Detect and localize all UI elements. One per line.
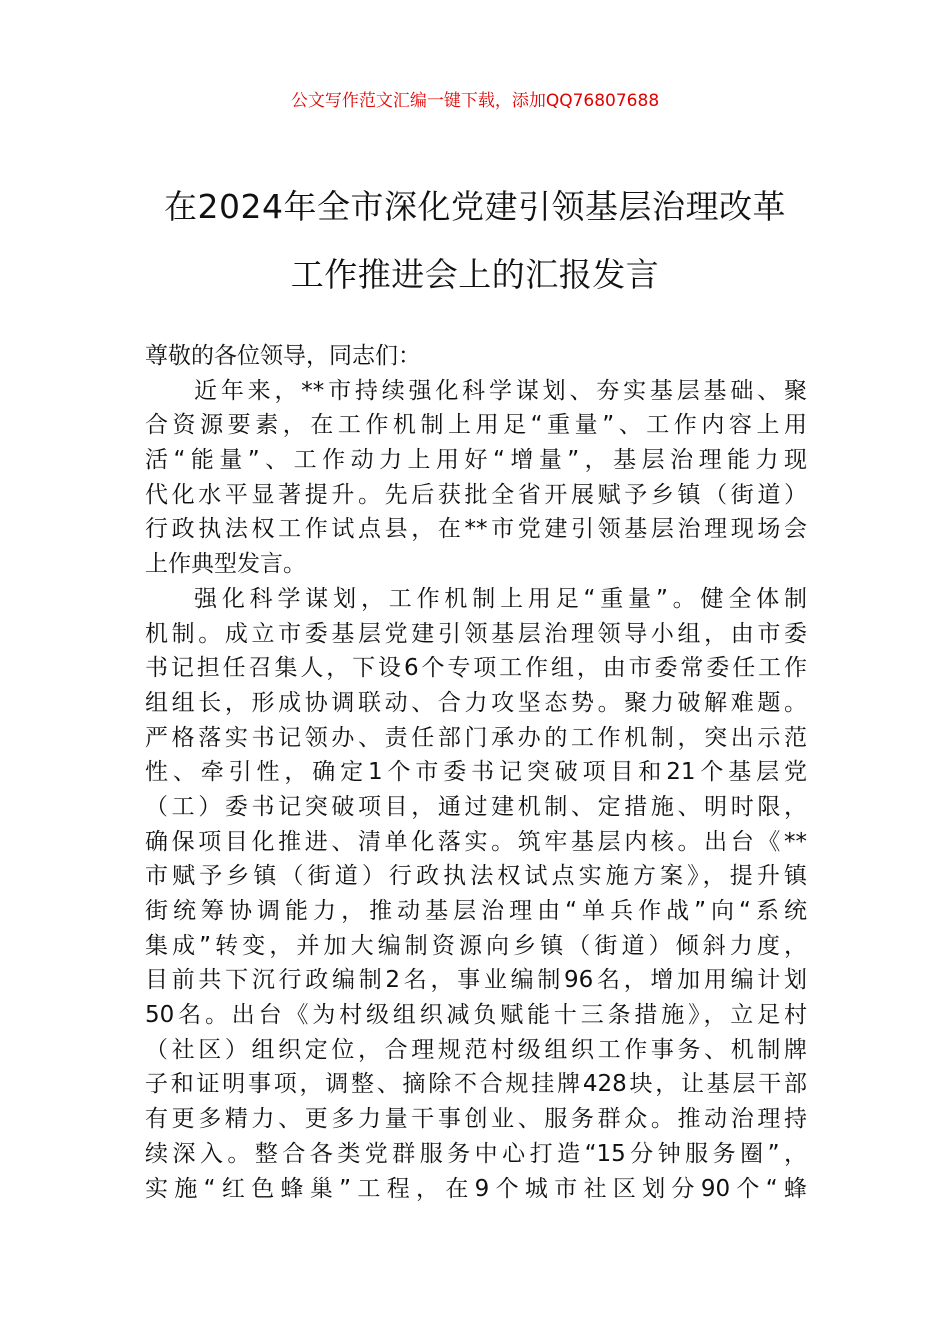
body-text-line: 代化水平显著提升。先后获批全省开展赋予乡镇（街道）	[145, 481, 807, 508]
body-text-line: 尊敬的各位领导，同志们：	[145, 343, 421, 369]
document-body	[145, 339, 807, 1206]
body-text-line: 上作典型发言。	[145, 551, 306, 578]
body-text-line: 实施“红色蜂巢”工程，在9个城市社区划分90个“蜂	[145, 1175, 807, 1202]
body-text-line: 续深入。整合各类党群服务中心打造“15分钟服务圈”，	[145, 1140, 807, 1167]
body-text-line: 目前共下沉行政编制2名，事业编制96名，增加用编计划	[145, 967, 807, 994]
body-text-line: 确保项目化推进、清单化落实。筑牢基层内核。出台《**	[145, 828, 807, 855]
document-title-line-1: 在2024年全市深化党建引领基层治理改革	[164, 187, 786, 226]
body-text-line: 合资源要素，在工作机制上用足“重量”、工作内容上用	[145, 412, 807, 439]
document-title-line-2: 工作推进会上的汇报发言	[290, 255, 660, 294]
body-text-line: （工）委书记突破项目，通过建机制、定措施、明时限，	[145, 793, 807, 820]
body-text-line: 集成”转变，并加大编制资源向乡镇（街道）倾斜力度，	[145, 932, 807, 959]
body-text-line: 活“能量”、工作动力上用好“增量”，基层治理能力现	[145, 447, 807, 474]
body-text-line: 机制。成立市委基层党建引领基层治理领导小组，由市委	[145, 620, 807, 647]
body-text-line: 市赋予乡镇（街道）行政执法权试点实施方案》，提升镇	[145, 863, 807, 890]
body-text-line: 子和证明事项，调整、摘除不合规挂牌428块，让基层干部	[145, 1071, 807, 1098]
body-text-line: 严格落实书记领办、责任部门承办的工作机制，突出示范	[145, 724, 807, 751]
body-text-line: 性、牵引性，确定1个市委书记突破项目和21个基层党	[145, 759, 807, 786]
body-text-line: 有更多精力、更多力量干事创业、服务群众。推动治理持	[145, 1106, 807, 1133]
body-text-line: 街统筹协调能力，推动基层治理由“单兵作战”向“系统	[145, 898, 807, 924]
body-text-line: 50名。出台《为村级组织减负赋能十三条措施》，立足村	[145, 1002, 807, 1029]
body-text-line: 行政执法权工作试点县，在**市党建引领基层治理现场会	[145, 516, 807, 543]
body-text-line: 近年来，**市持续强化科学谋划、夯实基层基础、聚	[194, 377, 807, 404]
download-banner: 公文写作范文汇编一键下载，添加QQ76807688	[290, 91, 660, 111]
body-text-line: 强化科学谋划，工作机制上用足“重量”。健全体制	[194, 585, 807, 612]
body-text-line: （社区）组织定位，合理规范村级组织工作事务、机制牌	[145, 1036, 807, 1063]
body-text-line: 组组长，形成协调联动、合力攻坚态势。聚力破解难题。	[145, 689, 807, 716]
body-text-line: 书记担任召集人，下设6个专项工作组，由市委常委任工作	[145, 655, 807, 682]
